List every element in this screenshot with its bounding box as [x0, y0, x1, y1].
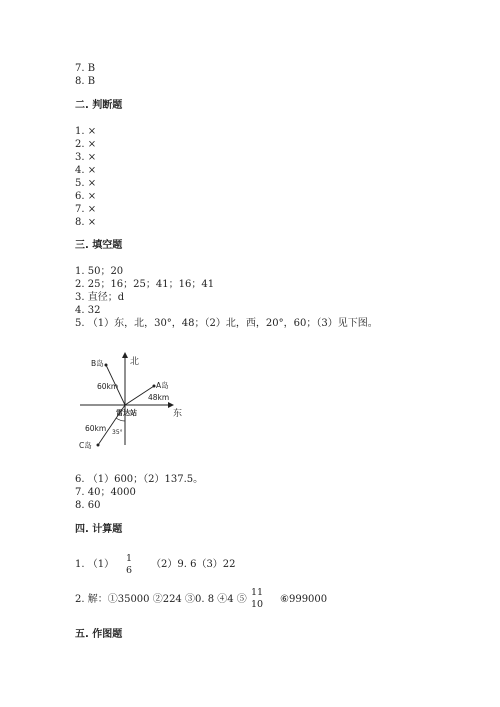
island-b-point — [105, 364, 108, 367]
judgement-item: 5. × — [75, 178, 97, 189]
judgement-item: 4. × — [75, 165, 97, 176]
fill-item: 1. 50；20 — [75, 266, 124, 277]
judgement-item: 6. × — [75, 191, 97, 202]
judgement-item: 1. × — [75, 126, 97, 137]
section-calc-title: 四. 计算题 — [75, 524, 123, 535]
answer-8: 8. B — [75, 76, 96, 87]
fill-item: 5. （1）东，北，30°，48；（2）北，西，20°，60；（3）见下图。 — [75, 318, 378, 329]
judgement-item: 8. × — [75, 217, 97, 228]
distance-c-label: 60km — [85, 424, 107, 433]
distance-a-label: 48km — [148, 393, 170, 402]
east-label: 东 — [173, 409, 183, 419]
section-judgement-title: 二. 判断题 — [75, 100, 123, 111]
island-a-label: A岛 — [156, 381, 169, 390]
fill-item: 4. 32 — [75, 305, 101, 316]
fill-item: 7. 40；4000 — [75, 487, 136, 498]
angle-arc — [116, 418, 125, 421]
distance-b-label: 60km — [97, 382, 119, 391]
calc-item-1-rest: （2）9. 6（3）22 — [151, 559, 236, 570]
fraction-denominator: 10 — [250, 599, 264, 610]
fraction-numerator: 1 — [125, 553, 133, 564]
fraction-numerator: 11 — [250, 587, 264, 598]
answer-7: 7. B — [75, 63, 96, 74]
judgement-item: 3. × — [75, 152, 97, 163]
section-drawing-title: 五. 作图题 — [75, 629, 123, 640]
calc-item-2-fraction — [249, 587, 265, 610]
judgement-item: 2. × — [75, 139, 97, 150]
fraction-denominator: 6 — [125, 565, 133, 576]
angle-c-label: 35° — [112, 429, 123, 436]
calc-item-1-fraction — [123, 553, 135, 576]
island-c-label: C岛 — [79, 441, 92, 450]
calc-item-2-rest: ⑥999000 — [280, 594, 328, 605]
judgement-item: 7. × — [75, 204, 97, 215]
section-fill-title: 三. 填空题 — [75, 240, 123, 251]
calc-item-1-prefix: 1. （1） — [75, 559, 115, 570]
fill-item: 2. 25；16；25；41；16；41 — [75, 279, 215, 290]
radar-direction-diagram — [70, 345, 200, 455]
fill-item: 3. 直径；d — [75, 292, 125, 303]
island-b-label: B岛 — [91, 359, 104, 368]
fill-item: 8. 60 — [75, 500, 101, 511]
radar-station-label: 雷达站 — [116, 409, 137, 417]
island-c-point — [97, 444, 100, 447]
calc-item-2-prefix: 2. 解：①35000 ②224 ③0. 8 ④4 ⑤ — [75, 594, 247, 605]
fill-item: 6. （1）600；（2）137.5。 — [75, 474, 204, 485]
north-label: 北 — [130, 357, 140, 367]
